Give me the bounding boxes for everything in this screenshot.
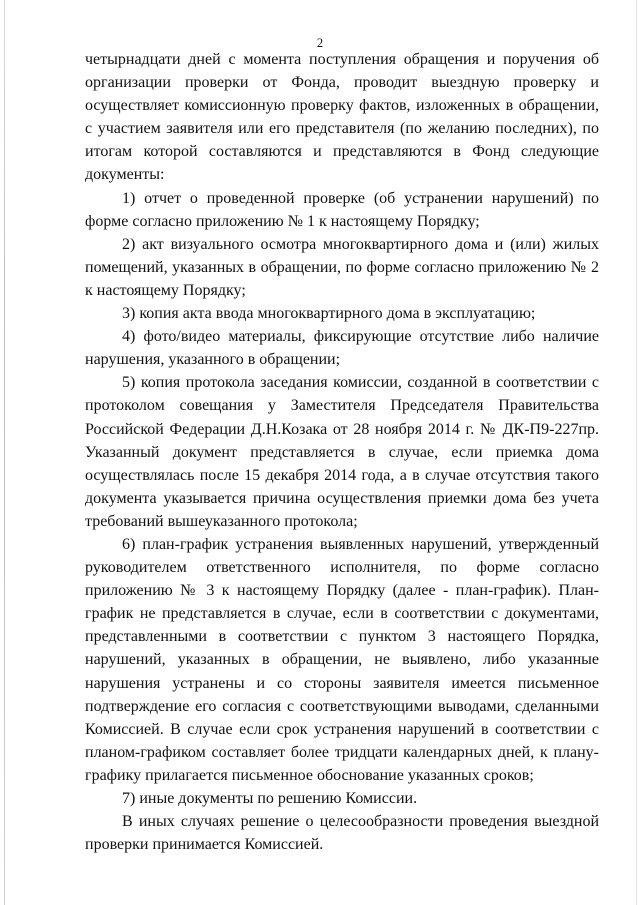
list-item-5: 5) копия протокола заседания комиссии, созданной в соответствии с протоколом совещания у Заместителя Председателя Правительства Российской Федерации Д.Н.Козака от 28 ноября 2014 г. № ДК-П9-227пр. Указанный документ представляется в случае, если приемка дома осуществлялась после 15 декабря 2014 года, а в случае отсутствия такого документа указывается причина осуществления приемки дома без учета требований вышеуказанного протокола;: [85, 374, 599, 530]
list-item-2: 2) акт визуального осмотра многоквартирного дома и (или) жилых помещений, указанных в обращении, по форме согласно приложению № 2 к настоящему Порядку;: [85, 235, 599, 299]
closing-paragraph: В иных случаях решение о целесообразности проведения выездной проверки принимается Комиссией.: [85, 813, 599, 854]
scan-edge-left: [4, 0, 5, 905]
list-item-6: 6) план-график устранения выявленных нарушений, утвержденный руководителем ответственного исполнителя, по форме согласно приложению № 3 к настоящему Порядку (далее - план-график). План-график не представляется в случае, если в соответствии с документами, представленными в соответствии с пунктом 3 настоящего Порядка, нарушений, указанных в обращении, не выявлено, либо указанные нарушения устранены и со стороны заявителя имеется письменное подтверждение его согласия с соответствующими выводами, сделанными Комиссией. В случае если срок устранения нарушений в соответствии с планом-графиком составляет более тридцати календарных дней, к плану-графику прилагается письменное обоснование указанных сроков;: [85, 535, 599, 784]
list-item-4: 4) фото/видео материалы, фиксирующие отсутствие либо наличие нарушения, указанного в обращении;: [85, 328, 599, 369]
paragraph-continuation: четырнадцати дней с момента поступления обращения и поручения об организации проверки от Фонда, проводит выездную проверку и осуществляет комиссионную проверку фактов, изложенных в обращении, с участием заявителя или его представителя (по желанию последних), по итогам которой составляются и представляются в Фонд следующие документы:: [85, 51, 599, 184]
scan-edge-right: [636, 0, 637, 905]
page-number: 2: [316, 36, 324, 50]
list-item-3: 3) копия акта ввода многоквартирного дома в эксплуатацию;: [122, 305, 536, 323]
list-item-7: 7) иные документы по решению Комиссии.: [122, 790, 418, 807]
list-item-1: 1) отчет о проведенной проверке (об устранении нарушений) по форме согласно приложению № 1 к настоящему Порядку;: [85, 189, 599, 230]
document-body: [85, 48, 599, 856]
